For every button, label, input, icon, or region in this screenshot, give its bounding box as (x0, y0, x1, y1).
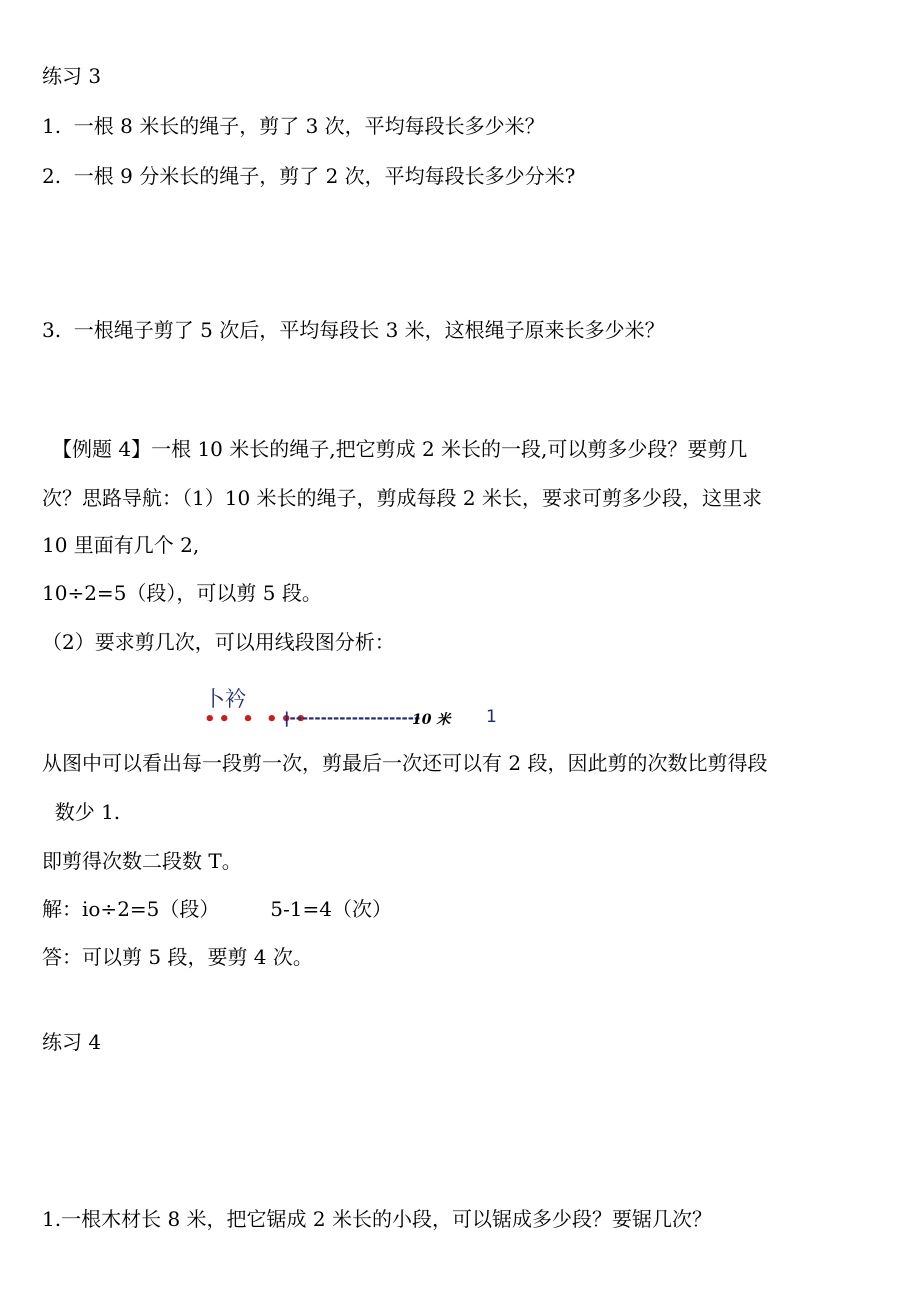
explanation-line-1: 从图中可以看出每一段剪一次，剪最后一次还可以有 2 段，因此剪的次数比剪得段 (42, 751, 768, 775)
solution-line: 解：io÷2=5（段） 5-1=4（次） (42, 897, 392, 921)
explanation-line-3: 即剪得次数二段数 T。 (42, 849, 242, 873)
diagram-marker: 1 (486, 707, 497, 727)
exercise-3-question-1: 1. 一根 8 米长的绳子，剪了 3 次，平均每段长多少米？ (42, 114, 545, 138)
diagram-dots: •• • ••• (204, 709, 310, 730)
exercise-3-heading: 练习 3 (42, 64, 102, 88)
example-4-step-2: （2）要求剪几次，可以用线段图分析： (42, 630, 395, 654)
diagram-top-text: 卜衿 (204, 687, 246, 711)
exercise-3-question-3: 3. 一根绳子剪了 5 次后，平均每段长 3 米，这根绳子原来长多少米？ (42, 318, 665, 342)
answer-line: 答：可以剪 5 段，要剪 4 次。 (42, 945, 313, 969)
exercise-4-heading: 练习 4 (42, 1030, 102, 1054)
example-4-text-line-3: 10 里面有几个 2, (42, 533, 200, 557)
diagram-dashed-line: |--------------------- (284, 709, 421, 727)
explanation-line-2: 数少 1. (42, 800, 121, 824)
diagram-length-label: 10 米 (412, 712, 451, 728)
exercise-4-question-1: 1.一根木材长 8 米，把它锯成 2 米长的小段，可以锯成多少段？要锯几次？ (42, 1207, 712, 1231)
line-segment-diagram (200, 683, 520, 731)
example-4-text-line-2: 次？思路导航：（1）10 米长的绳子，剪成每段 2 米长，要求可剪多少段，这里求 (42, 486, 762, 510)
exercise-3-question-2: 2. 一根 9 分米长的绳子，剪了 2 次，平均每段长多少分米? (42, 164, 576, 188)
example-4-title: 【例题 4】一根 10 米长的绳子,把它剪成 2 米长的一段,可以剪多少段？要剪几 (52, 437, 748, 461)
example-4-calculation: 10÷2=5（段），可以剪 5 段。 (42, 581, 322, 605)
